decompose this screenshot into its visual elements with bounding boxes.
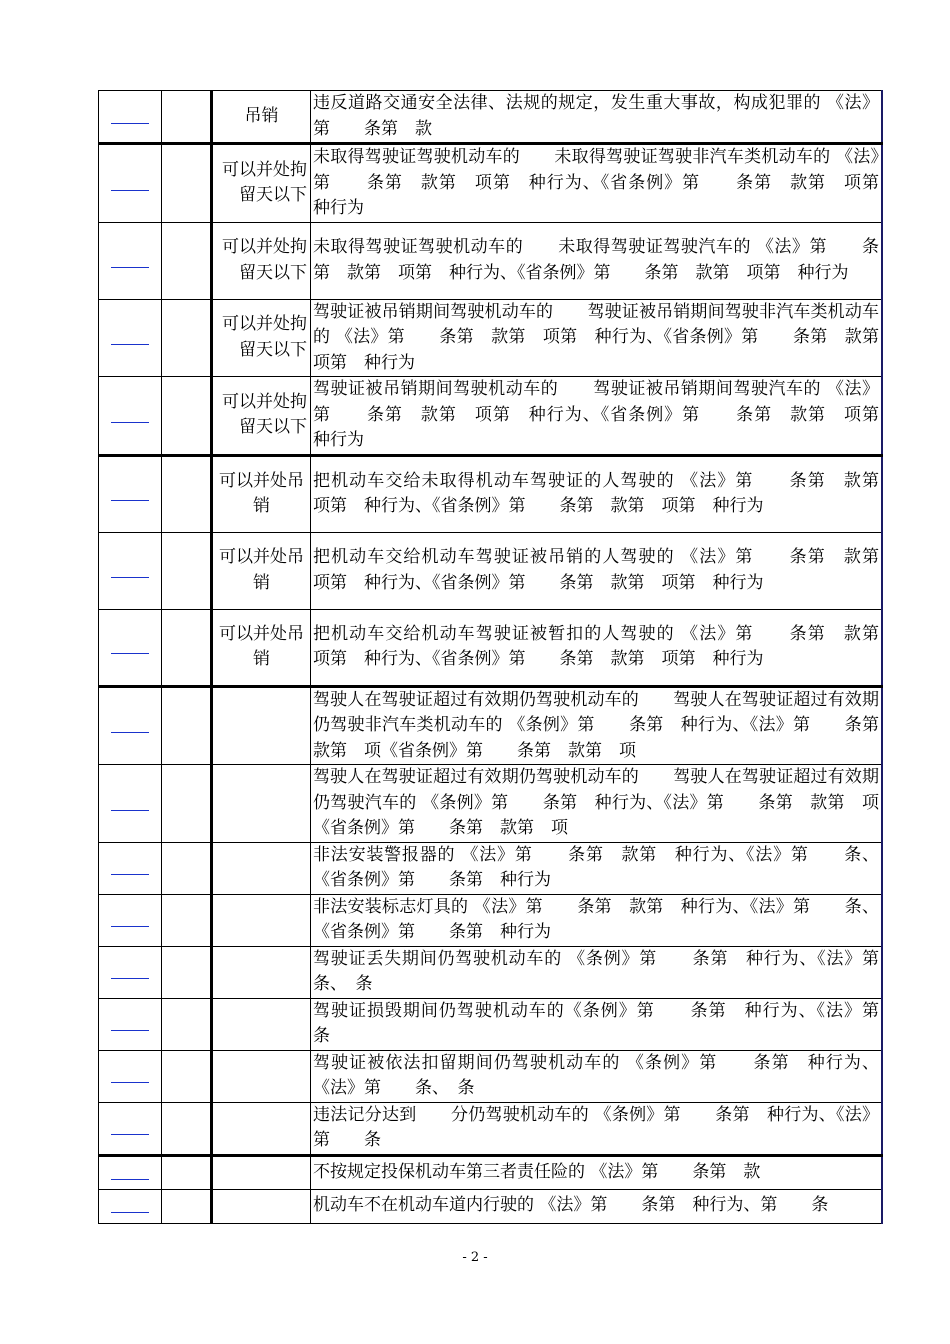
blank-cell bbox=[162, 455, 212, 532]
row-link[interactable] bbox=[111, 1030, 149, 1031]
penalty-cell bbox=[212, 1102, 311, 1155]
violation-description: 驾驶人在驾驶证超过有效期仍驾驶机动车的 驾驶人在驾驶证超过有效期仍驾驶非汽车类机动车的 《条例》第 条第 种行为、《法》第 条第 款第 项《省条例》第 条第 款第 项 bbox=[311, 686, 883, 765]
table-row bbox=[99, 144, 883, 223]
table-row bbox=[99, 377, 883, 456]
penalty-cell bbox=[212, 1050, 311, 1102]
penalty-cell bbox=[212, 1155, 311, 1189]
blank-cell bbox=[162, 686, 212, 765]
violation-description: 未取得驾驶证驾驶机动车的 未取得驾驶证驾驶非汽车类机动车的 《法》第 条第 款第 项第 种行为、《省条例》第 条第 款第 项第 种行为 bbox=[311, 144, 883, 223]
blank-cell bbox=[162, 532, 212, 609]
violation-description: 把机动车交给机动车驾驶证被吊销的人驾驶的 《法》第 条第 款第 项第 种行为、《省条例》第 条第 款第 项第 种行为 bbox=[311, 532, 883, 609]
table-row bbox=[99, 455, 883, 532]
blank-cell bbox=[162, 299, 212, 377]
row-link[interactable] bbox=[111, 577, 149, 578]
penalty-cell bbox=[212, 765, 311, 843]
row-link-cell[interactable] bbox=[99, 1050, 162, 1102]
row-link[interactable] bbox=[111, 123, 149, 124]
row-link[interactable] bbox=[111, 344, 149, 345]
violation-description: 驾驶证被吊销期间驾驶机动车的 驾驶证被吊销期间驾驶非汽车类机动车的 《法》第 条第 款第 项第 种行为、《省条例》第 条第 款第 项第 种行为 bbox=[311, 299, 883, 377]
table-row bbox=[99, 1050, 883, 1102]
row-link-cell[interactable] bbox=[99, 222, 162, 299]
blank-cell bbox=[162, 609, 212, 686]
row-link[interactable] bbox=[111, 874, 149, 875]
table-row bbox=[99, 946, 883, 998]
row-link-cell[interactable] bbox=[99, 842, 162, 894]
blank-cell bbox=[162, 998, 212, 1050]
table-row bbox=[99, 998, 883, 1050]
blank-cell bbox=[162, 894, 212, 946]
row-link[interactable] bbox=[111, 500, 149, 501]
violation-description: 驾驶证丢失期间仍驾驶机动车的 《条例》第 条第 种行为、《法》第 条、 条 bbox=[311, 946, 883, 998]
row-link-cell[interactable] bbox=[99, 609, 162, 686]
table-row bbox=[99, 91, 883, 144]
row-link[interactable] bbox=[111, 810, 149, 811]
penalty-cell: 可以并处拘留天以下 bbox=[212, 144, 311, 223]
row-link[interactable] bbox=[111, 267, 149, 268]
table-row bbox=[99, 894, 883, 946]
row-link-cell[interactable] bbox=[99, 144, 162, 223]
penalty-cell: 可以并处吊销 bbox=[212, 455, 311, 532]
violation-description: 把机动车交给机动车驾驶证被暂扣的人驾驶的 《法》第 条第 款第 项第 种行为、《省条例》第 条第 款第 项第 种行为 bbox=[311, 609, 883, 686]
penalty-cell: 可以并处拘留天以下 bbox=[212, 299, 311, 377]
row-link-cell[interactable] bbox=[99, 765, 162, 843]
row-link[interactable] bbox=[111, 732, 149, 733]
violation-description: 未取得驾驶证驾驶机动车的 未取得驾驶证驾驶汽车的 《法》第 条第 款第 项第 种行为、《省条例》第 条第 款第 项第 种行为 bbox=[311, 222, 883, 299]
row-link-cell[interactable] bbox=[99, 377, 162, 456]
table-row bbox=[99, 299, 883, 377]
row-link-cell[interactable] bbox=[99, 1102, 162, 1155]
violation-description: 机动车不在机动车道内行驶的 《法》第 条第 种行为、第 条 bbox=[311, 1189, 883, 1223]
page-number: - 2 - bbox=[462, 1250, 488, 1265]
blank-cell bbox=[162, 842, 212, 894]
row-link-cell[interactable] bbox=[99, 1155, 162, 1189]
penalty-cell: 吊销 bbox=[212, 91, 311, 144]
row-link[interactable] bbox=[111, 926, 149, 927]
table-row bbox=[99, 686, 883, 765]
row-link[interactable] bbox=[111, 978, 149, 979]
penalty-cell bbox=[212, 842, 311, 894]
violation-description: 把机动车交给未取得机动车驾驶证的人驾驶的 《法》第 条第 款第 项第 种行为、《省条例》第 条第 款第 项第 种行为 bbox=[311, 455, 883, 532]
row-link[interactable] bbox=[111, 1082, 149, 1083]
table-row bbox=[99, 765, 883, 843]
table-row bbox=[99, 1155, 883, 1189]
violation-description: 非法安装警报器的 《法》第 条第 款第 种行为、《法》第 条、《省条例》第 条第 种行为 bbox=[311, 842, 883, 894]
row-link-cell[interactable] bbox=[99, 532, 162, 609]
violation-description: 违法记分达到 分仍驾驶机动车的 《条例》第 条第 种行为、《法》第 条 bbox=[311, 1102, 883, 1155]
row-link-cell[interactable] bbox=[99, 91, 162, 144]
table-row bbox=[99, 222, 883, 299]
table-row bbox=[99, 532, 883, 609]
row-link-cell[interactable] bbox=[99, 1189, 162, 1223]
row-link[interactable] bbox=[111, 1212, 149, 1213]
blank-cell bbox=[162, 1155, 212, 1189]
violation-description: 违反道路交通安全法律、法规的规定，发生重大事故，构成犯罪的 《法》第 条第 款 bbox=[311, 91, 883, 144]
blank-cell bbox=[162, 765, 212, 843]
violation-table bbox=[98, 90, 913, 1224]
row-link-cell[interactable] bbox=[99, 946, 162, 998]
row-link[interactable] bbox=[111, 1179, 149, 1180]
table-row bbox=[99, 1189, 883, 1223]
row-link[interactable] bbox=[111, 190, 149, 191]
penalty-cell bbox=[212, 1189, 311, 1223]
penalty-cell bbox=[212, 946, 311, 998]
row-link-cell[interactable] bbox=[99, 998, 162, 1050]
violation-description: 不按规定投保机动车第三者责任险的 《法》第 条第 款 bbox=[311, 1155, 883, 1189]
table-row bbox=[99, 1102, 883, 1155]
blank-cell bbox=[162, 1102, 212, 1155]
row-link-cell[interactable] bbox=[99, 686, 162, 765]
row-link[interactable] bbox=[111, 1134, 149, 1135]
blank-cell bbox=[162, 222, 212, 299]
row-link-cell[interactable] bbox=[99, 455, 162, 532]
blank-cell bbox=[162, 1050, 212, 1102]
row-link-cell[interactable] bbox=[99, 299, 162, 377]
penalty-cell bbox=[212, 998, 311, 1050]
blank-cell bbox=[162, 946, 212, 998]
table-row bbox=[99, 609, 883, 686]
blank-cell bbox=[162, 91, 212, 144]
violation-description: 驾驶证被依法扣留期间仍驾驶机动车的 《条例》第 条第 种行为、《法》第 条、 条 bbox=[311, 1050, 883, 1102]
penalty-cell: 可以并处拘留天以下 bbox=[212, 222, 311, 299]
row-link[interactable] bbox=[111, 422, 149, 423]
violation-description: 驾驶证被吊销期间驾驶机动车的 驾驶证被吊销期间驾驶汽车的 《法》第 条第 款第 项第 种行为、《省条例》第 条第 款第 项第 种行为 bbox=[311, 377, 883, 456]
penalty-cell: 可以并处吊销 bbox=[212, 532, 311, 609]
violation-description: 驾驶证损毁期间仍驾驶机动车的《条例》第 条第 种行为、《法》第 条 bbox=[311, 998, 883, 1050]
blank-cell bbox=[162, 377, 212, 456]
penalty-cell bbox=[212, 686, 311, 765]
violation-description: 驾驶人在驾驶证超过有效期仍驾驶机动车的 驾驶人在驾驶证超过有效期仍驾驶汽车的 《条例》第 条第 种行为、《法》第 条第 款第 项《省条例》第 条第 款第 项 bbox=[311, 765, 883, 843]
penalty-cell: 可以并处吊销 bbox=[212, 609, 311, 686]
penalty-cell bbox=[212, 894, 311, 946]
table-row bbox=[99, 842, 883, 894]
blank-cell bbox=[162, 144, 212, 223]
blank-cell bbox=[162, 1189, 212, 1223]
penalty-cell: 可以并处拘留天以下 bbox=[212, 377, 311, 456]
row-link[interactable] bbox=[111, 653, 149, 654]
row-link-cell[interactable] bbox=[99, 894, 162, 946]
violation-description: 非法安装标志灯具的 《法》第 条第 款第 种行为、《法》第 条、《省条例》第 条第 种行为 bbox=[311, 894, 883, 946]
